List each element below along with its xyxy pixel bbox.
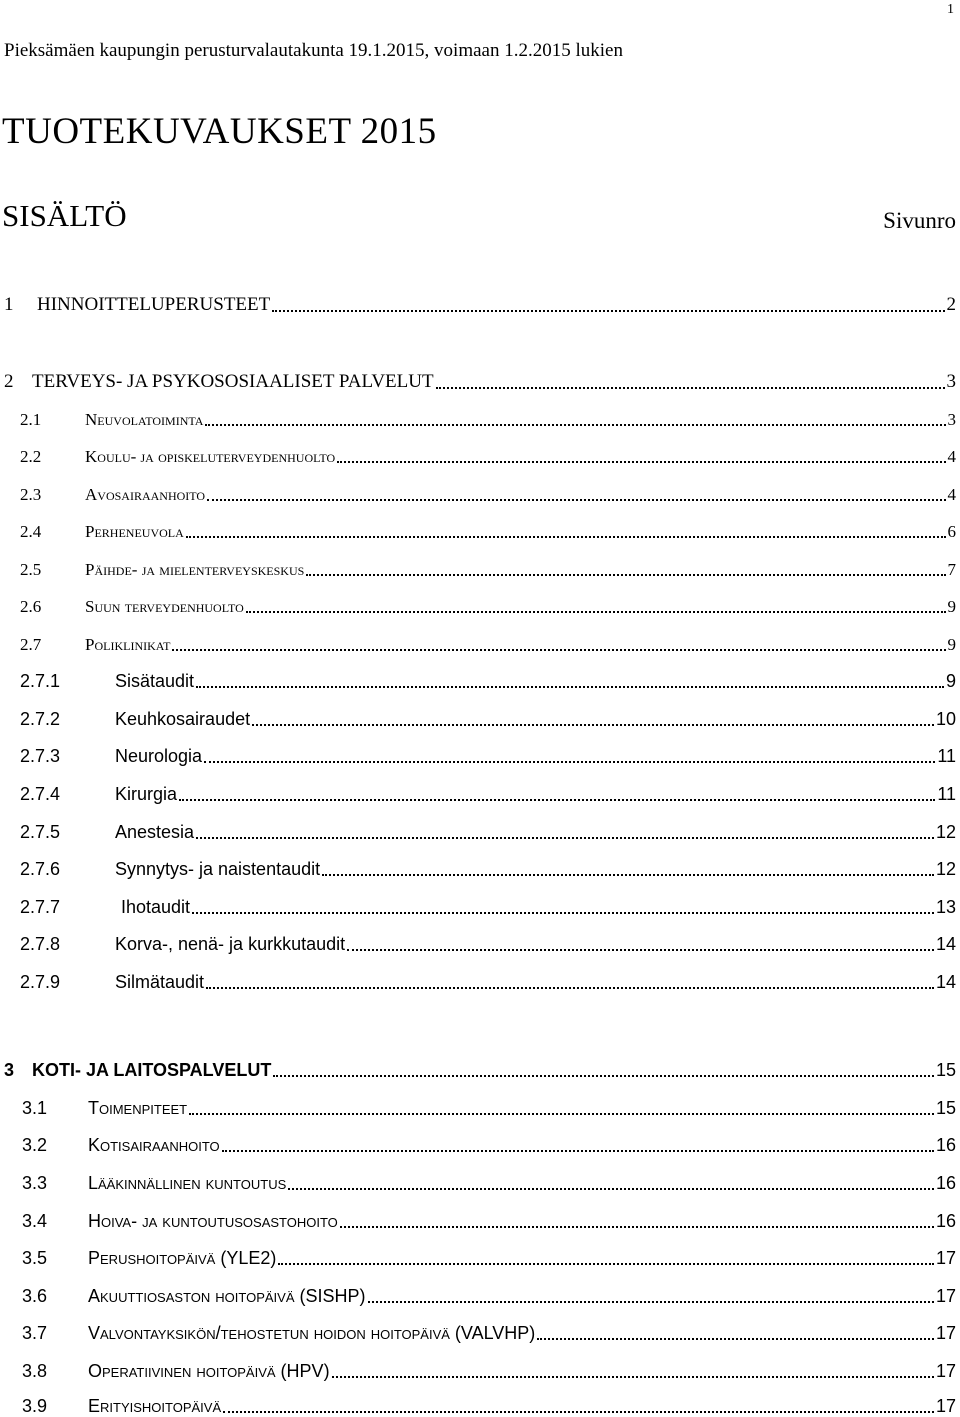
toc-page: 16 xyxy=(935,1211,956,1231)
toc-entry[interactable] xyxy=(0,479,956,505)
toc-leader xyxy=(278,1263,934,1265)
toc-entry[interactable] xyxy=(0,1130,956,1156)
toc-number: 3.4 xyxy=(22,1211,48,1231)
toc-title: Anestesia xyxy=(115,822,195,842)
toc-leader xyxy=(322,874,934,876)
toc-number: 2 xyxy=(4,371,14,392)
toc-number: 2.3 xyxy=(20,485,42,504)
toc-page: 17 xyxy=(935,1361,956,1381)
toc-page: 3 xyxy=(947,410,956,429)
toc-title: Lääkinnällinen kuntoutus xyxy=(88,1173,287,1193)
toc-page: 9 xyxy=(947,635,956,654)
toc-leader xyxy=(196,686,944,688)
toc-title: Erityishoitopäivä xyxy=(88,1396,222,1416)
toc-number: 2.6 xyxy=(20,597,42,616)
toc-page: 4 xyxy=(947,447,956,466)
toc-entry[interactable] xyxy=(0,367,956,393)
toc-entry[interactable] xyxy=(0,290,956,316)
toc-entry[interactable] xyxy=(0,441,956,467)
toc-entry[interactable] xyxy=(0,1281,956,1307)
toc-number: 2.7.3 xyxy=(20,746,61,766)
toc-leader xyxy=(222,1150,934,1152)
toc-title: Perushoitopäivä (YLE2) xyxy=(88,1248,277,1268)
toc-entry[interactable] xyxy=(0,779,956,805)
toc-entry[interactable] xyxy=(0,854,956,880)
toc-page: 10 xyxy=(935,709,956,729)
toc-page: 16 xyxy=(935,1173,956,1193)
toc-entry[interactable] xyxy=(0,1206,956,1232)
toc-page: 12 xyxy=(935,859,956,879)
contents-heading: SISÄLTÖ xyxy=(2,198,127,233)
toc-leader xyxy=(223,1411,934,1413)
toc-leader xyxy=(186,536,946,538)
toc-leader xyxy=(537,1338,934,1340)
toc-title: Koulu- ja opiskeluterveydenhuolto xyxy=(85,447,336,466)
toc-page: 14 xyxy=(935,934,956,954)
toc-leader xyxy=(337,461,945,463)
toc-entry[interactable] xyxy=(0,1356,956,1382)
toc-page: 2 xyxy=(946,294,956,315)
toc-entry[interactable] xyxy=(0,629,956,655)
toc-leader xyxy=(332,1376,934,1378)
toc-page: 12 xyxy=(935,822,956,842)
toc-number: 3.8 xyxy=(22,1361,48,1381)
header-line: Pieksämäen kaupungin perusturvalautakunta 19.1.2015, voimaan 1.2.2015 lukien xyxy=(4,40,623,61)
toc-title: Synnytys- ja naistentaudit xyxy=(115,859,321,879)
toc-leader xyxy=(206,987,934,989)
toc-number: 2.7.7 xyxy=(20,897,61,917)
toc-page: 11 xyxy=(937,746,956,766)
toc-page: 15 xyxy=(935,1060,956,1080)
toc-page: 15 xyxy=(935,1098,956,1118)
toc-entry[interactable] xyxy=(0,741,956,767)
toc-entry[interactable] xyxy=(0,1168,956,1194)
toc-leader xyxy=(207,499,945,501)
toc-leader xyxy=(368,1301,934,1303)
toc-number: 3.7 xyxy=(22,1323,48,1343)
toc-title: KOTI- JA LAITOSPALVELUT xyxy=(32,1060,272,1080)
toc-title: Hoiva- ja kuntoutusosastohoito xyxy=(88,1211,338,1231)
toc-entry[interactable] xyxy=(0,817,956,843)
toc-number: 3.5 xyxy=(22,1248,48,1268)
page-number: 1 xyxy=(947,2,954,17)
toc-number: 2.7.4 xyxy=(20,784,61,804)
toc-number: 2.2 xyxy=(20,447,42,466)
toc-title: Neurologia xyxy=(115,746,203,766)
toc-title: Silmätaudit xyxy=(115,972,205,992)
toc-title: Toimenpiteet xyxy=(88,1098,188,1118)
toc-title: Valvontayksikön/tehostetun hoidon hoitopäivä (VALVHP) xyxy=(88,1323,536,1343)
toc-page: 3 xyxy=(946,371,956,392)
toc-entry[interactable] xyxy=(0,516,956,542)
toc-title: TERVEYS- JA PSYKOSOSIAALISET PALVELUT xyxy=(32,371,434,392)
toc-title: Akuuttiosaston hoitopäivä (SISHP) xyxy=(88,1286,366,1306)
toc-leader xyxy=(306,574,945,576)
toc-number: 2.5 xyxy=(20,560,42,579)
toc-number: 2.1 xyxy=(20,410,42,429)
toc-number: 2.7.9 xyxy=(20,972,61,992)
toc-entry[interactable] xyxy=(0,666,956,692)
toc-page: 17 xyxy=(935,1248,956,1268)
toc-page: 14 xyxy=(935,972,956,992)
toc-title: Neuvolatoiminta xyxy=(85,410,204,429)
toc-title: Poliklinikat xyxy=(85,635,171,654)
toc-title: Perheneuvola xyxy=(85,522,184,541)
toc-page: 17 xyxy=(935,1323,956,1343)
toc-leader xyxy=(273,1075,934,1077)
toc-number: 2.7.1 xyxy=(20,671,61,691)
toc-entry[interactable] xyxy=(0,704,956,730)
toc-leader xyxy=(172,649,945,651)
toc-entry[interactable] xyxy=(0,967,956,993)
toc-leader xyxy=(272,310,944,312)
toc-leader xyxy=(347,949,934,951)
toc-title: Korva-, nenä- ja kurkkutaudit xyxy=(115,934,346,954)
toc-title: Kotisairaanhoito xyxy=(88,1135,220,1155)
toc-entry[interactable] xyxy=(0,1243,956,1269)
toc-number: 2.7.8 xyxy=(20,934,61,954)
toc-leader xyxy=(252,724,934,726)
toc-title: Päihde- ja mielenterveyskeskus xyxy=(85,560,305,579)
toc-page: 4 xyxy=(947,485,956,504)
toc-entry[interactable] xyxy=(0,1318,956,1344)
toc-title: HINNOITTELUPERUSTEET xyxy=(37,294,271,315)
toc-number: 3 xyxy=(4,1060,15,1080)
toc-number: 3.3 xyxy=(22,1173,48,1193)
toc-page: 7 xyxy=(947,560,956,579)
toc-entry[interactable] xyxy=(0,1093,956,1119)
toc-leader xyxy=(246,611,946,613)
toc-page: 17 xyxy=(935,1286,956,1306)
toc-page: 13 xyxy=(935,897,956,917)
toc-leader xyxy=(340,1226,934,1228)
toc-number: 2.7.5 xyxy=(20,822,61,842)
toc-number: 2.4 xyxy=(20,522,42,541)
toc-number: 2.7 xyxy=(20,635,42,654)
toc-number: 2.7.6 xyxy=(20,859,61,879)
toc-page: 16 xyxy=(935,1135,956,1155)
toc-leader xyxy=(205,424,945,426)
toc-page: 6 xyxy=(947,522,956,541)
toc-entry[interactable] xyxy=(0,554,956,580)
page-column-heading: Sivunro xyxy=(883,208,956,233)
toc-title: Avosairaanhoito xyxy=(85,485,206,504)
toc-number: 3.6 xyxy=(22,1286,48,1306)
toc-number: 1 xyxy=(4,294,14,315)
document-title: TUOTEKUVAUKSET 2015 xyxy=(2,111,437,152)
toc-entry[interactable] xyxy=(0,404,956,430)
toc-page: 17 xyxy=(935,1396,956,1416)
toc-entry[interactable] xyxy=(0,591,956,617)
toc-title: Operatiivinen hoitopäivä (HPV) xyxy=(88,1361,330,1381)
toc-number: 3.2 xyxy=(22,1135,48,1155)
toc-title: Sisätaudit xyxy=(115,671,195,691)
toc-entry[interactable] xyxy=(0,1391,956,1417)
toc-leader xyxy=(192,912,934,914)
toc-number: 3.9 xyxy=(22,1396,48,1416)
toc-leader xyxy=(196,837,934,839)
toc-number: 3.1 xyxy=(22,1098,48,1118)
toc-leader xyxy=(189,1113,934,1115)
toc-entry[interactable] xyxy=(0,929,956,955)
toc-leader xyxy=(436,387,945,389)
toc-entry[interactable] xyxy=(0,892,956,918)
toc-title: Ihotaudit xyxy=(121,897,191,917)
toc-leader xyxy=(288,1188,934,1190)
toc-title: Kirurgia xyxy=(115,784,178,804)
toc-page: 9 xyxy=(945,671,956,691)
toc-number: 2.7.2 xyxy=(20,709,61,729)
toc-title: Keuhkosairaudet xyxy=(115,709,251,729)
toc-page: 9 xyxy=(947,597,956,616)
toc-title: Suun terveydenhuolto xyxy=(85,597,244,616)
toc-page: 11 xyxy=(937,784,956,804)
toc-entry[interactable] xyxy=(0,1055,956,1081)
toc-leader xyxy=(179,799,935,801)
toc-leader xyxy=(204,761,935,763)
